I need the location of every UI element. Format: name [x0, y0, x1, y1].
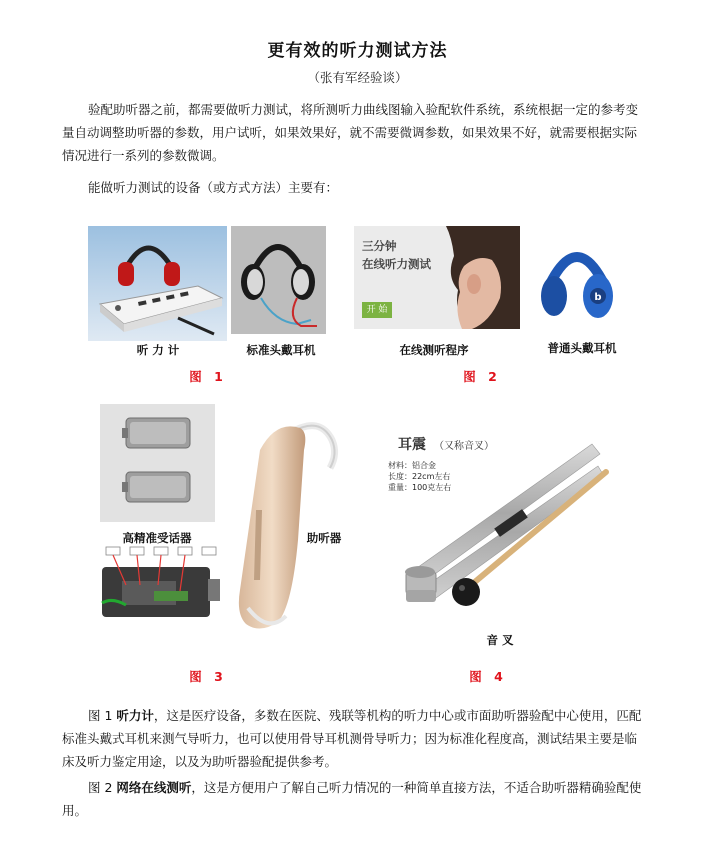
document-title: 更有效的听力测试方法 — [267, 41, 448, 61]
hearing-aid-photo — [232, 410, 342, 642]
regular-headphones-photo — [536, 234, 618, 326]
online-test-line1: 三分钟 — [362, 239, 397, 253]
figure-3-label: 图 3 — [189, 669, 227, 684]
description-fig2-prefix: 图 2 — [88, 780, 117, 795]
fork-spec-weight: 重量：100克左右 — [388, 483, 452, 492]
online-test-caption: 在线测听程序 — [399, 343, 469, 357]
description-fig1-bold: 听力计 — [116, 708, 154, 723]
description-fig2-text: ，这是方便用户了解自己听力情况的一种简单直接方法，不适合助听器精确验配使用。 — [62, 780, 642, 818]
devices-intro — [62, 176, 647, 199]
description-fig1-text: ，这是医疗设备，多数在医院、残联等机构的听力中心或市面助听器验配中心使用，匹配标准头戴式耳机来测气导听力，也可以使用骨导耳机测骨导听力；因为标准化程度高，测试结果主要是临床及听力鉴定用途，以及为助听器验配提供参考。 — [62, 708, 642, 769]
fork-spec-material: 材料：铝合金 — [388, 461, 436, 470]
fork-title: 耳震 — [398, 437, 426, 453]
intro-text: 验配助听器之前，都需要做听力测试，将所测听力曲线图输入验配软件系统，系统根据一定的参考变量自动调整助听器的参数，用户试听，如果效果好，就不需要微调参数，如果效果不好，就需要根据实际情况进行一系列的参数微调。 — [62, 102, 639, 163]
tuning-fork-caption: 音 叉 — [486, 633, 514, 647]
regular-headphones-caption: 普通头戴耳机 — [547, 341, 617, 355]
fork-spec-length: 长度：22cm左右 — [388, 472, 451, 481]
svg-text:b: b — [594, 292, 602, 303]
devices-intro-text: 能做听力测试的设备（或方式方法）主要有： — [88, 180, 339, 195]
online-test-line2: 在线听力测试 — [362, 257, 431, 271]
receiver-photo — [100, 404, 215, 522]
audiometer-caption: 听 力 计 — [136, 343, 180, 357]
audiometer-photo — [88, 226, 227, 341]
figure-1-label: 图 1 — [189, 369, 227, 384]
description-fig2-bold: 网络在线测听 — [116, 780, 192, 795]
document-subtitle: （张有军经验谈） — [307, 70, 408, 85]
standard-headphones-photo — [231, 226, 326, 334]
figure-2-label: 图 2 — [463, 369, 501, 384]
start-button[interactable]: 开 始 — [362, 302, 392, 318]
receiver-caption: 高精准受话器 — [122, 531, 192, 545]
standard-headphones-caption: 标准头戴耳机 — [246, 343, 316, 357]
online-test-photo — [354, 226, 520, 329]
tuning-fork-photo — [392, 432, 618, 622]
figure-4-label: 图 4 — [469, 669, 507, 684]
receiver-diagram — [96, 545, 224, 625]
hearing-aid-caption: 助听器 — [306, 531, 342, 545]
intro-paragraph — [62, 98, 647, 167]
description-fig2 — [62, 776, 647, 822]
description-fig1 — [62, 704, 647, 773]
description-fig1-prefix: 图 1 — [88, 708, 117, 723]
fork-subtitle: （又称音叉） — [434, 441, 494, 452]
